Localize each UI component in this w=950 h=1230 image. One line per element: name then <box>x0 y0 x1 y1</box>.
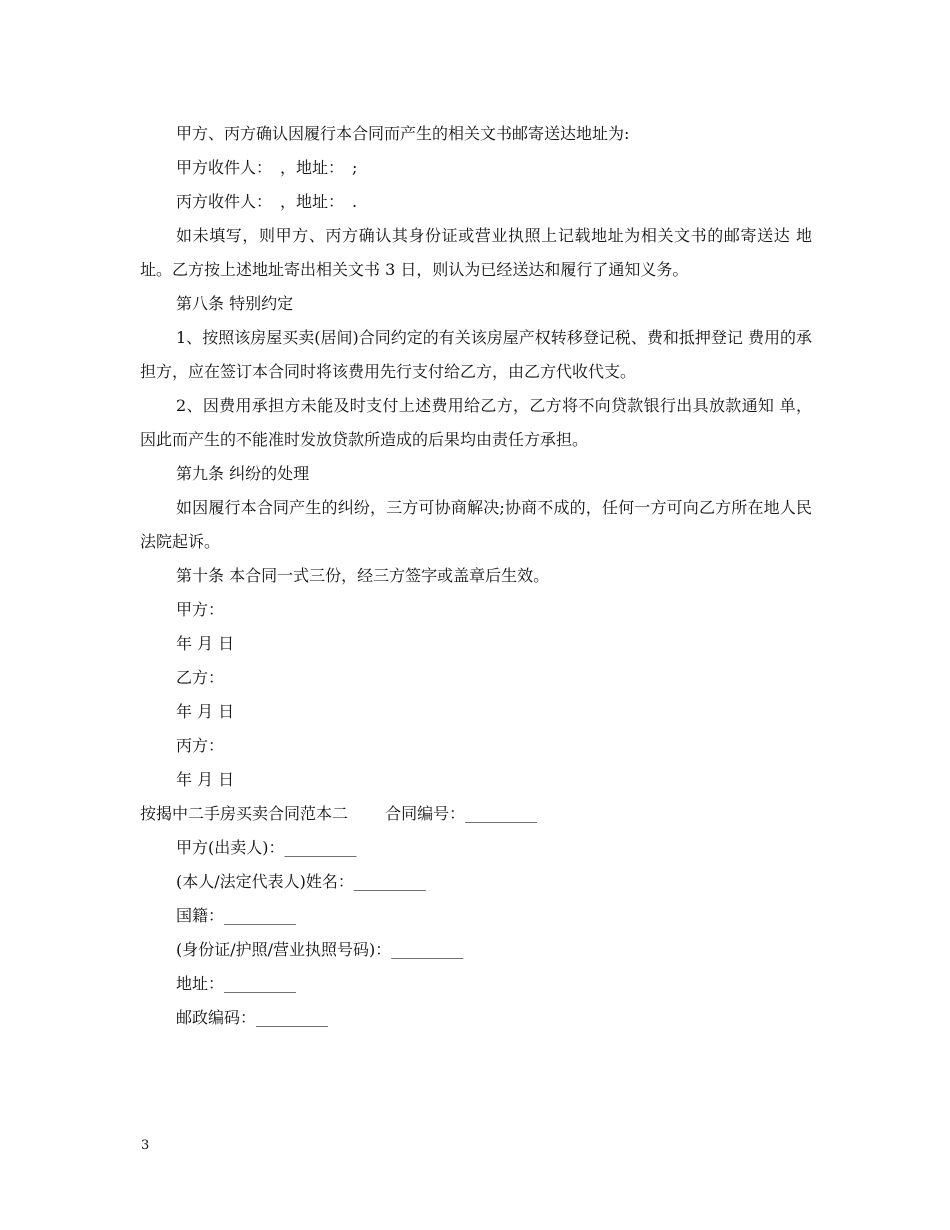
signature-date: 年 月 日 <box>176 634 235 653</box>
paragraph: 如未填写，则甲方、丙方确认其身份证或营业执照上记载地址为相关文书的邮寄送达 地址。乙方按上述地址寄出相关文书 3 日，则认为已经送达和履行了通知义务。 <box>140 226 812 279</box>
section-heading: 第九条 纠纷的处理 <box>176 464 310 483</box>
form-field: 甲方(出卖人)：_________ <box>176 838 357 857</box>
paragraph: 丙方收件人： ，地址： . <box>176 192 358 211</box>
paragraph: 如因履行本合同产生的纠纷，三方可协商解决;协商不成的，任何一方可向乙方所在地人民法院起诉。 <box>140 498 812 551</box>
signature-party: 乙方： <box>176 668 225 687</box>
paragraph: 甲方、丙方确认因履行本合同而产生的相关文书邮寄送达地址为: <box>176 124 630 143</box>
page-number: 3 <box>141 1138 150 1153</box>
document-body <box>140 117 812 1035</box>
section-heading: 第八条 特别约定 <box>176 294 294 313</box>
form-field: (本人/法定代表人)姓名：_________ <box>176 872 426 891</box>
paragraph: 2、因费用承担方未能及时支付上述费用给乙方，乙方将不向贷款银行出具放款通知 单，因此而产生的不能准时发放贷款所造成的后果均由责任方承担。 <box>140 396 812 449</box>
signature-date: 年 月 日 <box>176 770 235 789</box>
paragraph: 甲方收件人： ，地址： ; <box>176 158 358 177</box>
signature-date: 年 月 日 <box>176 702 235 721</box>
form-field: (身份证/护照/营业执照号码)：_________ <box>176 940 464 959</box>
paragraph: 1、按照该房屋买卖(居间)合同约定的有关该房屋产权转移登记税、费和抵押登记 费用的承担方，应在签订本合同时将该费用先行支付给乙方，由乙方代收代支。 <box>140 328 812 381</box>
section-heading: 第十条 本合同一式三份，经三方签字或盖章后生效。 <box>176 566 550 585</box>
contract-title: 按揭中二手房买卖合同范本二 合同编号：_________ <box>140 804 538 823</box>
form-field: 地址：_________ <box>176 974 297 993</box>
form-field: 邮政编码：_________ <box>176 1008 329 1027</box>
signature-party: 甲方： <box>176 600 225 619</box>
signature-party: 丙方： <box>176 736 225 755</box>
form-field: 国籍：_________ <box>176 906 297 925</box>
